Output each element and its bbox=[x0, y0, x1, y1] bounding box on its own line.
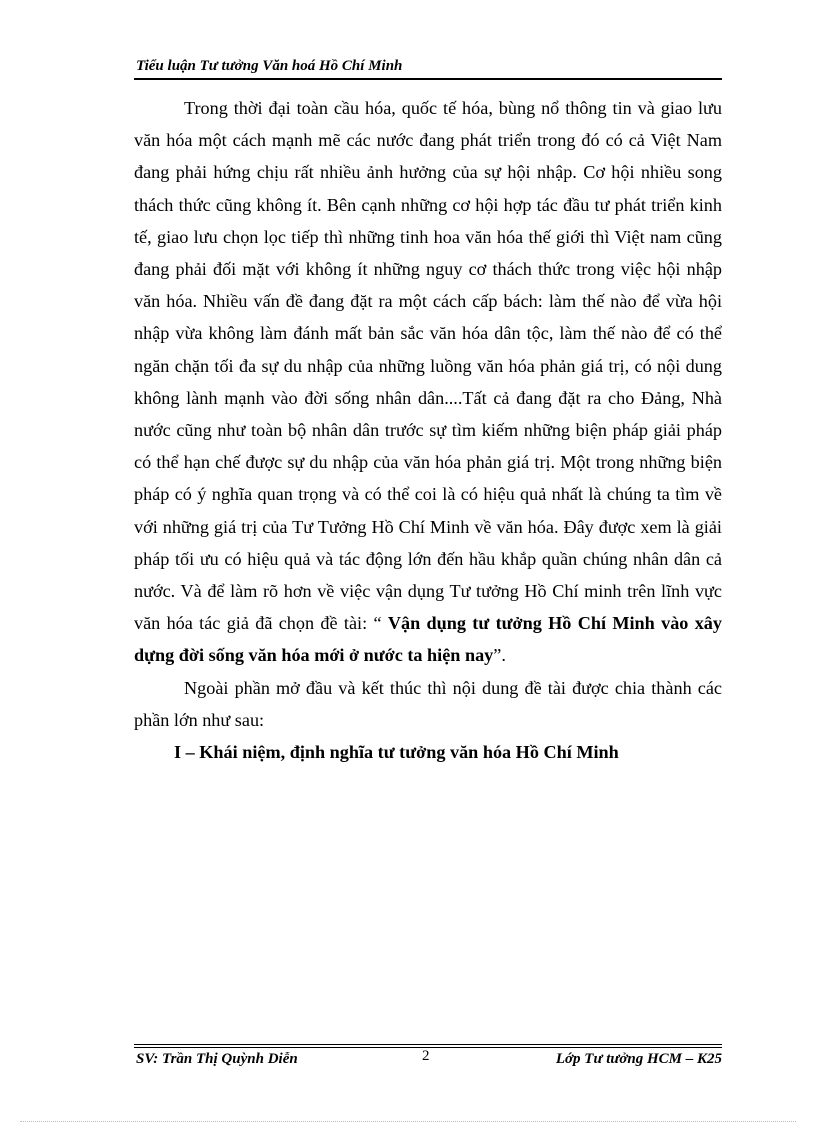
structure-paragraph: Ngoài phần mở đầu và kết thúc thì nội dung đề tài được chia thành các phần lớn như sau: bbox=[134, 677, 722, 730]
page-header bbox=[134, 56, 722, 80]
page-number: 2 bbox=[422, 1048, 430, 1064]
footer-rule bbox=[134, 1044, 722, 1045]
footer-class-name: Lớp Tư tưởng HCM – K25 bbox=[555, 1051, 722, 1067]
header-title: Tiểu luận Tư tưởng Văn hoá Hồ Chí Minh bbox=[136, 58, 403, 74]
intro-paragraph bbox=[134, 92, 722, 672]
topic-title: Vận dụng tư tưởng Hồ Chí Minh vào xây dựng đời sống văn hóa mới ở nước ta hiện nay bbox=[134, 613, 722, 666]
intro-paragraph-end: ”. bbox=[493, 645, 506, 666]
document-body bbox=[134, 92, 722, 768]
intro-paragraph-text: Trong thời đại toàn cầu hóa, quốc tế hóa, bùng nổ thông tin và giao lưu văn hóa một cách mạnh mẽ các nước đang phát triển trong đó có cả Việt Nam đang phải hứng chịu rất nhiều ảnh hưởng của sự hội nhập. Cơ hội nhiều song thách thức cũng không ít. Bên cạnh những cơ hội hợp tác đầu tư phát triển kinh tế, giao lưu chọn lọc tiếp thì những tinh hoa văn hóa thế giới thì Việt nam cũng đang phải đối mặt với không ít những nguy cơ thách thức trong việc hội nhập văn hóa. Nhiều vấn đề đang đặt ra một cách cấp bách: làm thế nào để vừa hội nhập vừa không làm đánh mất bản sắc văn hóa dân tộc, làm thế nào để có thể ngăn chặn tối đa sự du nhập của những luồng văn hóa phản giá trị, có nội dung không lành mạnh vào đời sống nhân dân....Tất cả đang đặt ra cho Đảng, Nhà nước cũng như toàn bộ nhân dân trước sự tìm kiếm những biện pháp giải pháp có thể hạn chế được sự du nhập của văn hóa phản giá trị. Một trong những biện pháp có ý nghĩa quan trọng và có thể coi là có hiệu quả nhất là chúng ta tìm về với những giá trị của Tư Tưởng Hồ Chí Minh về văn hóa. Đây được xem là giải pháp tối ưu có hiệu quả và tác động lớn đến hầu khắp quần chúng nhân dân cả nước. Và để làm rõ hơn về việc vận dụng Tư tưởng Hồ Chí minh trên lĩnh vực văn hóa tác giả đã chọn đề tài: “ bbox=[134, 98, 722, 634]
footer-student-name: SV: Trần Thị Quỳnh Diễn bbox=[136, 1051, 298, 1067]
section-heading: I – Khái niệm, định nghĩa tư tưởng văn hóa Hồ Chí Minh bbox=[174, 742, 619, 763]
page-footer bbox=[134, 1044, 722, 1072]
page-bottom-border bbox=[20, 1121, 796, 1122]
